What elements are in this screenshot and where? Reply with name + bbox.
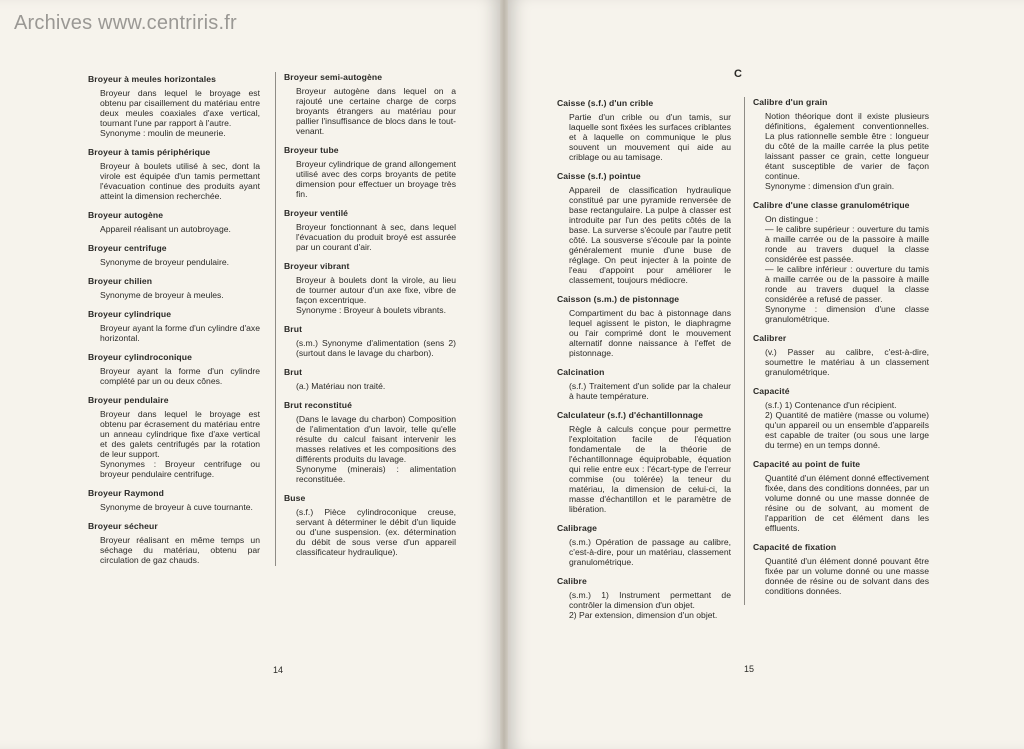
entry-term: Calibre d'une classe granulométrique [753, 200, 910, 210]
glossary-entry [284, 261, 456, 315]
definition-line: (s.f.) Pièce cylindroconique creuse, servant à déterminer le débit d'un liquide ou d'une suspension. (ex. détermination du débit de sous verse d'un appareil classificateur hydraulique). [296, 507, 456, 557]
glossary-entry [557, 523, 731, 567]
entry-definition [296, 222, 456, 252]
entry-definition [765, 473, 929, 533]
entry-term: Brut [284, 324, 303, 334]
glossary-entry [284, 145, 456, 199]
definition-line: Broyeur réalisant en même temps un séchage du matériau, obtenu par circulation de gaz chauds. [100, 535, 260, 565]
left-page-column-1 [88, 74, 260, 574]
definition-line: (a.) Matériau non traité. [296, 381, 386, 391]
entry-term: Caisson (s.m.) de pistonnage [557, 294, 680, 304]
glossary-entry [88, 309, 260, 343]
column-divider [744, 97, 745, 605]
glossary-entry [557, 294, 731, 358]
glossary-entry [88, 147, 260, 201]
definition-line: 2) Par extension, dimension d'un objet. [569, 610, 718, 620]
entry-term: Calibre [557, 576, 587, 586]
entry-term: Broyeur tube [284, 145, 339, 155]
entry-definition [765, 347, 929, 377]
definition-line: On distingue : [765, 214, 819, 224]
column-divider [275, 72, 276, 566]
entry-definition [569, 537, 731, 567]
definition-line: Règle à calculs conçue pour permettre l'exploitation facile de l'équation fondamentale de la théorie de l'échantillonnage équiprobable, équation qui relie entre eux : l'écart-type de l'erreur commise (ou tolérée) la teneur du matériau, la dimension de celui-ci, la masse d'échantillon et le paramètre de libération. [569, 424, 731, 514]
entry-term: Broyeur Raymond [88, 488, 164, 498]
entry-definition [569, 424, 731, 514]
entry-term: Broyeur autogène [88, 210, 164, 220]
glossary-entry [284, 208, 456, 252]
glossary-entry [284, 72, 456, 136]
entry-term: Broyeur ventilé [284, 208, 349, 218]
section-letter: C [734, 68, 742, 80]
glossary-entry [88, 395, 260, 479]
definition-line: Synonymes : Broyeur centrifuge ou broyeur pendulaire centrifuge. [100, 459, 260, 479]
entry-term: Calibrage [557, 523, 598, 533]
definition-line: (Dans le lavage du charbon) Composition de l'alimentation d'un lavoir, telle qu'elle résulte du calcul faisant intervenir les masses relatives et les compositions des différents produits du lavage. [296, 414, 456, 464]
entry-definition [296, 507, 456, 557]
entry-term: Broyeur pendulaire [88, 395, 169, 405]
entry-definition [100, 88, 260, 138]
glossary-entry [88, 352, 260, 386]
definition-line: Broyeur à boulets dont la virole, au lieu de tourner autour d'un axe fixe, vibre de façon excentrique. [296, 275, 456, 305]
definition-line: (s.m.) Synonyme d'alimentation (sens 2) (surtout dans le lavage du charbon). [296, 338, 456, 358]
page-number: 15 [744, 664, 755, 674]
entry-definition [100, 290, 260, 300]
entry-definition [569, 112, 731, 162]
entry-term: Calibrer [753, 333, 787, 343]
entry-term: Broyeur à tamis périphérique [88, 147, 211, 157]
entry-definition [100, 323, 260, 343]
entry-term: Broyeur centrifuge [88, 243, 167, 253]
glossary-entry [284, 400, 456, 484]
glossary-entry [88, 210, 260, 234]
left-page-column-2 [284, 72, 456, 566]
entry-definition [296, 414, 456, 484]
entry-definition [569, 381, 731, 401]
entry-term: Capacité de fixation [753, 542, 837, 552]
glossary-entry [753, 200, 929, 324]
definition-line: — le calibre inférieur : ouverture du tamis à maille carrée ou de la passoire à maille ronde au travers duquel la classe considérée a refusé de passer. [765, 264, 929, 304]
definition-line: Appareil de classification hydraulique constitué par une pyramide renversée de base rectangulaire. La pulpe à classer est introduite par l'un des petits côtés de la base. La surverse s'écoule par l'autre petit côté. La sousverse s'écoule par la pointe généralement munie d'une buse de réglage. On peut injecter à la pointe de l'eau d'appoint pour améliorer le classement, toujours médiocre. [569, 185, 731, 285]
entry-term: Broyeur chilien [88, 276, 153, 286]
entry-definition [296, 338, 456, 358]
book-gutter [500, 0, 508, 749]
entry-term: Capacité au point de fuite [753, 459, 861, 469]
glossary-entry [557, 367, 731, 401]
entry-term: Calibre d'un grain [753, 97, 828, 107]
watermark: Archives www.centriris.fr [14, 12, 237, 34]
definition-line: Synonyme : dimension d'une classe granulométrique. [765, 304, 929, 324]
entry-term: Caisse (s.f.) d'un crible [557, 98, 654, 108]
definition-line: Synonyme de broyeur à cuve tournante. [100, 502, 253, 512]
definition-line: Broyeur ayant la forme d'un cylindre d'axe horizontal. [100, 323, 260, 343]
entry-term: Broyeur à meules horizontales [88, 74, 217, 84]
definition-line: Broyeur autogène dans lequel on a rajouté une certaine charge de corps broyants étrangers au matériau pour pallier l'insuffisance de blocs dans le tout-venant. [296, 86, 456, 136]
entry-definition [296, 86, 456, 136]
definition-line: Compartiment du bac à pistonnage dans lequel agissent le piston, le diaphragme ou l'air comprimé dont le mouvement alternatif donne naissance à l'effet de pistonnage. [569, 308, 731, 358]
definition-line: Synonyme : dimension d'un grain. [765, 181, 895, 191]
definition-line: Broyeur ayant la forme d'un cylindre complété par un ou deux cônes. [100, 366, 260, 386]
definition-line: Broyeur dans lequel le broyage est obtenu par écrasement du matériau entre un anneau cylindrique fixe d'axe vertical et des galets centrifugés par la rotation de leur support. [100, 409, 260, 459]
definition-line: (s.m.) Opération de passage au calibre, c'est-à-dire, pour un matériau, classement granulométrique. [569, 537, 731, 567]
glossary-entry [284, 324, 456, 358]
entry-term: Caisse (s.f.) pointue [557, 171, 641, 181]
right-page-column-2 [753, 97, 929, 605]
entry-definition [100, 257, 260, 267]
right-page-column-1 [557, 98, 731, 629]
definition-line: Broyeur cylindrique de grand allongement utilisé avec des corps broyants de petite dimension pour effectuer un broyage très fin. [296, 159, 456, 199]
entry-definition [100, 224, 260, 234]
entry-term: Broyeur semi-autogène [284, 72, 383, 82]
entry-definition [569, 185, 731, 285]
definition-line: (s.f.) Traitement d'un solide par la chaleur à haute température. [569, 381, 731, 401]
right-page [508, 0, 1024, 749]
glossary-entry [557, 171, 731, 285]
entry-definition [765, 111, 929, 191]
definition-line: Broyeur à boulets utilisé à sec, dont la virole est équipée d'un tamis permettant l'évacuation continue des produits ayant atteint la dimension recherchée. [100, 161, 260, 201]
glossary-entry [753, 386, 929, 450]
definition-line: 2) Quantité de matière (masse ou volume) qu'un appareil ou un ensemble d'appareils est capable de traiter (ou sous une large du terme) en un temps donné. [765, 410, 929, 450]
entry-term: Broyeur sécheur [88, 521, 158, 531]
entry-term: Calculateur (s.f.) d'échantillonnage [557, 410, 704, 420]
definition-line: Quantité d'un élément donné effectivement fixée, dans des conditions données, par un volume donné ou une masse donnée de résine ou de solvant, au moment de l'apparition de cet élément dans les effluents. [765, 473, 929, 533]
entry-term: Broyeur vibrant [284, 261, 350, 271]
entry-term: Broyeur cylindroconique [88, 352, 193, 362]
entry-definition [765, 400, 929, 450]
definition-line: Synonyme : Broyeur à boulets vibrants. [296, 305, 446, 315]
entry-definition [296, 275, 456, 315]
entry-term: Capacité [753, 386, 790, 396]
entry-definition [296, 381, 456, 391]
definition-line: Synonyme de broyeur pendulaire. [100, 257, 229, 267]
definition-line: (s.m.) 1) Instrument permettant de contrôler la dimension d'un objet. [569, 590, 731, 610]
glossary-entry [753, 333, 929, 377]
definition-line: Partie d'un crible ou d'un tamis, sur laquelle sont fixées les surfaces criblantes et à laquelle on communique le plus souvent un mouvement qui aide au criblage ou au tamisage. [569, 112, 731, 162]
definition-line: Notion théorique dont il existe plusieurs définitions, également conventionnelles. La plus rationnelle semble être : longueur du côté de la maille carrée la plus petite laissant passer ce grain, cette longueur étant susceptible de varier de façon continue. [765, 111, 929, 181]
entry-definition [765, 214, 929, 324]
definition-line: — le calibre supérieur : ouverture du tamis à maille carrée ou de la passoire à maille ronde au travers duquel la classe considérée est passée. [765, 224, 929, 264]
left-page [0, 0, 500, 749]
glossary-entry [88, 276, 260, 300]
entry-term: Buse [284, 493, 306, 503]
glossary-entry [284, 367, 456, 391]
entry-term: Brut reconstitué [284, 400, 352, 410]
definition-line: Broyeur dans lequel le broyage est obtenu par cisaillement du matériau entre deux meules coaxiales d'axe vertical, tournant l'une par rapport à l'autre. [100, 88, 260, 128]
glossary-entry [753, 459, 929, 533]
entry-definition [100, 161, 260, 201]
glossary-entry [88, 521, 260, 565]
glossary-entry [753, 97, 929, 191]
glossary-entry [557, 576, 731, 620]
entry-term: Calcination [557, 367, 605, 377]
entry-definition [569, 308, 731, 358]
definition-line: (v.) Passer au calibre, c'est-à-dire, soumettre le matériau à un classement granulométrique. [765, 347, 929, 377]
entry-term: Broyeur cylindrique [88, 309, 172, 319]
definition-line: Broyeur fonctionnant à sec, dans lequel l'évacuation du produit broyé est assurée par un courant d'air. [296, 222, 456, 252]
glossary-entry [284, 493, 456, 557]
entry-definition [569, 590, 731, 620]
entry-definition [100, 502, 260, 512]
glossary-entry [88, 243, 260, 267]
entry-term: Brut [284, 367, 303, 377]
definition-line: Synonyme (minerais) : alimentation reconstituée. [296, 464, 456, 484]
definition-line: (s.f.) 1) Contenance d'un récipient. [765, 400, 897, 410]
page-number: 14 [273, 665, 284, 675]
glossary-entry [88, 74, 260, 138]
definition-line: Appareil réalisant un autobroyage. [100, 224, 231, 234]
entry-definition [100, 535, 260, 565]
definition-line: Synonyme : moulin de meunerie. [100, 128, 226, 138]
definition-line: Synonyme de broyeur à meules. [100, 290, 224, 300]
glossary-entry [753, 542, 929, 596]
entry-definition [296, 159, 456, 199]
glossary-entry [557, 410, 731, 514]
glossary-entry [88, 488, 260, 512]
entry-definition [765, 556, 929, 596]
entry-definition [100, 409, 260, 479]
definition-line: Quantité d'un élément donné pouvant être fixée par un volume donné ou une masse donnée de résine ou de solvant dans des conditions données. [765, 556, 929, 596]
glossary-entry [557, 98, 731, 162]
entry-definition [100, 366, 260, 386]
